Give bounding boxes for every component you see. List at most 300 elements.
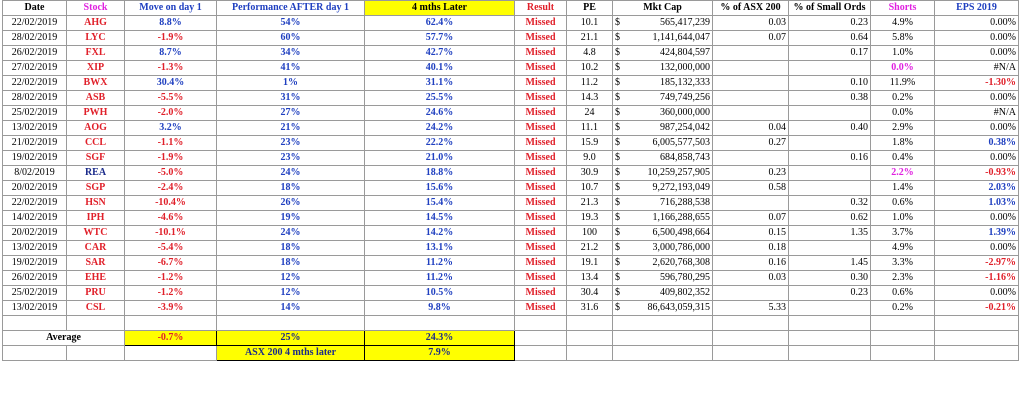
cell-shorts: 0.6% <box>871 196 935 211</box>
cell-eps: 0.38% <box>935 136 1019 151</box>
cell-result: Missed <box>515 61 567 76</box>
cell-perf: 23% <box>217 136 365 151</box>
cell-result: Missed <box>515 196 567 211</box>
cell-eps: 0.00% <box>935 121 1019 136</box>
cell-pe: 21.3 <box>567 196 613 211</box>
cell-pe: 10.1 <box>567 16 613 31</box>
cell-later: 22.2% <box>365 136 515 151</box>
table-row <box>3 16 1019 31</box>
cell-move: -2.0% <box>125 106 217 121</box>
cell-shorts: 1.0% <box>871 211 935 226</box>
cell-ords: 1.45 <box>789 256 871 271</box>
cell-stock: PRU <box>67 286 125 301</box>
cell-mcap <box>613 121 713 136</box>
cell-eps: 2.03% <box>935 181 1019 196</box>
cell-eps: -2.97% <box>935 256 1019 271</box>
cell-stock: CSL <box>67 301 125 316</box>
cell-ords: 0.10 <box>789 76 871 91</box>
cell-pe: 30.9 <box>567 166 613 181</box>
cell-eps: 0.00% <box>935 241 1019 256</box>
cell-shorts: 2.2% <box>871 166 935 181</box>
table-row <box>3 91 1019 106</box>
cell-perf: 27% <box>217 106 365 121</box>
cell-later: 13.1% <box>365 241 515 256</box>
cell-stock: CCL <box>67 136 125 151</box>
cell-date: 27/02/2019 <box>3 61 67 76</box>
cell-ords: 0.23 <box>789 16 871 31</box>
cell-move: -1.9% <box>125 151 217 166</box>
table-row <box>3 121 1019 136</box>
cell-mcap-value: 716,288,538 <box>660 197 710 208</box>
cell-mcap-value: 987,254,042 <box>660 122 710 133</box>
cell-later: 31.1% <box>365 76 515 91</box>
cell-mcap-value: 6,005,577,503 <box>652 137 710 148</box>
cell-currency: $ <box>615 17 620 28</box>
cell-move: 8.8% <box>125 16 217 31</box>
cell-ords: 0.64 <box>789 31 871 46</box>
cell-pe: 21.1 <box>567 31 613 46</box>
cell-stock: WTC <box>67 226 125 241</box>
cell-mcap-value: 1,166,288,655 <box>652 212 710 223</box>
cell-eps: -0.21% <box>935 301 1019 316</box>
cell-pe: 11.1 <box>567 121 613 136</box>
cell-move: 8.7% <box>125 46 217 61</box>
cell-result: Missed <box>515 256 567 271</box>
cell-later: 24.6% <box>365 106 515 121</box>
cell-shorts: 4.9% <box>871 16 935 31</box>
cell-shorts: 11.9% <box>871 76 935 91</box>
cell-eps: #N/A <box>935 106 1019 121</box>
table-row <box>3 271 1019 286</box>
cell-eps: 0.00% <box>935 46 1019 61</box>
cell-asx: 0.04 <box>713 121 789 136</box>
cell-perf: 21% <box>217 121 365 136</box>
cell-currency: $ <box>615 62 620 73</box>
cell-mcap-value: 132,000,000 <box>660 62 710 73</box>
cell-eps: #N/A <box>935 61 1019 76</box>
cell-stock: IPH <box>67 211 125 226</box>
table-row <box>3 286 1019 301</box>
cell-currency: $ <box>615 47 620 58</box>
cell-result: Missed <box>515 106 567 121</box>
cell-date: 25/02/2019 <box>3 106 67 121</box>
cell-currency: $ <box>615 242 620 253</box>
cell-date: 19/02/2019 <box>3 151 67 166</box>
cell-shorts: 3.7% <box>871 226 935 241</box>
cell-pe: 4.8 <box>567 46 613 61</box>
cell-result: Missed <box>515 91 567 106</box>
cell-ords: 0.62 <box>789 211 871 226</box>
cell-stock: ASB <box>67 91 125 106</box>
cell-later: 21.0% <box>365 151 515 166</box>
average-perf: 25% <box>217 331 365 346</box>
cell-currency: $ <box>615 92 620 103</box>
cell-result: Missed <box>515 151 567 166</box>
cell-perf: 31% <box>217 91 365 106</box>
table-row <box>3 31 1019 46</box>
cell-mcap <box>613 76 713 91</box>
cell-pe: 10.2 <box>567 61 613 76</box>
cell-later: 9.8% <box>365 301 515 316</box>
cell-currency: $ <box>615 302 620 313</box>
cell-pe: 30.4 <box>567 286 613 301</box>
cell-perf: 1% <box>217 76 365 91</box>
cell-later: 18.8% <box>365 166 515 181</box>
cell-shorts: 0.0% <box>871 106 935 121</box>
cell-ords <box>789 106 871 121</box>
cell-shorts: 3.3% <box>871 256 935 271</box>
cell-date: 28/02/2019 <box>3 91 67 106</box>
cell-mcap <box>613 61 713 76</box>
average-row <box>3 331 1019 346</box>
cell-date: 26/02/2019 <box>3 271 67 286</box>
header-result: Result <box>515 1 567 16</box>
cell-shorts: 0.2% <box>871 301 935 316</box>
cell-ords: 0.40 <box>789 121 871 136</box>
cell-perf: 19% <box>217 211 365 226</box>
cell-move: -4.6% <box>125 211 217 226</box>
table-row <box>3 226 1019 241</box>
cell-asx <box>713 91 789 106</box>
header-stock: Stock <box>67 1 125 16</box>
cell-currency: $ <box>615 227 620 238</box>
cell-ords: 0.32 <box>789 196 871 211</box>
cell-date: 25/02/2019 <box>3 286 67 301</box>
cell-mcap-value: 10,259,257,905 <box>647 167 710 178</box>
cell-later: 14.2% <box>365 226 515 241</box>
cell-perf: 23% <box>217 151 365 166</box>
cell-ords: 0.16 <box>789 151 871 166</box>
header-later: 4 mths Later <box>365 1 515 16</box>
cell-date: 28/02/2019 <box>3 31 67 46</box>
cell-mcap-value: 565,417,239 <box>660 17 710 28</box>
cell-date: 19/02/2019 <box>3 256 67 271</box>
average-move: -0.7% <box>125 331 217 346</box>
cell-result: Missed <box>515 76 567 91</box>
cell-asx <box>713 196 789 211</box>
cell-result: Missed <box>515 271 567 286</box>
cell-ords: 0.23 <box>789 286 871 301</box>
cell-stock: XIP <box>67 61 125 76</box>
cell-perf: 34% <box>217 46 365 61</box>
cell-pe: 13.4 <box>567 271 613 286</box>
header-mcap: Mkt Cap <box>613 1 713 16</box>
cell-result: Missed <box>515 241 567 256</box>
cell-eps: 0.00% <box>935 16 1019 31</box>
cell-asx: 0.27 <box>713 136 789 151</box>
cell-move: -5.4% <box>125 241 217 256</box>
cell-eps: -0.93% <box>935 166 1019 181</box>
header-date: Date <box>3 1 67 16</box>
cell-eps: 0.00% <box>935 211 1019 226</box>
cell-eps: 1.03% <box>935 196 1019 211</box>
cell-date: 20/02/2019 <box>3 181 67 196</box>
cell-perf: 12% <box>217 286 365 301</box>
cell-ords: 0.17 <box>789 46 871 61</box>
cell-currency: $ <box>615 182 620 193</box>
table-row <box>3 211 1019 226</box>
cell-perf: 18% <box>217 256 365 271</box>
cell-result: Missed <box>515 31 567 46</box>
cell-asx: 0.23 <box>713 166 789 181</box>
cell-perf: 24% <box>217 166 365 181</box>
cell-perf: 18% <box>217 241 365 256</box>
cell-pe: 11.2 <box>567 76 613 91</box>
cell-shorts: 1.4% <box>871 181 935 196</box>
cell-asx <box>713 76 789 91</box>
cell-asx <box>713 61 789 76</box>
cell-move: -6.7% <box>125 256 217 271</box>
cell-move: -1.1% <box>125 136 217 151</box>
cell-mcap <box>613 91 713 106</box>
cell-shorts: 4.9% <box>871 241 935 256</box>
header-row <box>3 1 1019 16</box>
cell-pe: 31.6 <box>567 301 613 316</box>
table-row <box>3 196 1019 211</box>
cell-mcap <box>613 181 713 196</box>
cell-mcap-value: 185,132,333 <box>660 77 710 88</box>
table-row <box>3 181 1019 196</box>
cell-stock: LYC <box>67 31 125 46</box>
cell-ords: 0.38 <box>789 91 871 106</box>
cell-result: Missed <box>515 286 567 301</box>
cell-asx: 0.58 <box>713 181 789 196</box>
cell-ords <box>789 301 871 316</box>
cell-asx: 0.07 <box>713 31 789 46</box>
cell-stock: AHG <box>67 16 125 31</box>
cell-asx: 0.03 <box>713 271 789 286</box>
cell-mcap <box>613 271 713 286</box>
cell-eps: 0.00% <box>935 31 1019 46</box>
cell-date: 22/02/2019 <box>3 76 67 91</box>
cell-ords <box>789 166 871 181</box>
cell-stock: CAR <box>67 241 125 256</box>
cell-mcap <box>613 301 713 316</box>
cell-eps: 0.00% <box>935 151 1019 166</box>
cell-date: 22/02/2019 <box>3 16 67 31</box>
cell-asx <box>713 286 789 301</box>
cell-result: Missed <box>515 181 567 196</box>
table-row <box>3 151 1019 166</box>
cell-pe: 24 <box>567 106 613 121</box>
header-pe: PE <box>567 1 613 16</box>
cell-stock: PWH <box>67 106 125 121</box>
cell-perf: 54% <box>217 16 365 31</box>
cell-asx: 0.03 <box>713 16 789 31</box>
cell-move: -1.3% <box>125 61 217 76</box>
header-asx: % of ASX 200 <box>713 1 789 16</box>
cell-perf: 14% <box>217 301 365 316</box>
cell-shorts: 1.0% <box>871 46 935 61</box>
cell-mcap-value: 424,804,597 <box>660 47 710 58</box>
cell-asx <box>713 106 789 121</box>
cell-result: Missed <box>515 16 567 31</box>
cell-ords <box>789 136 871 151</box>
cell-later: 40.1% <box>365 61 515 76</box>
cell-move: -10.4% <box>125 196 217 211</box>
cell-shorts: 0.0% <box>871 61 935 76</box>
cell-later: 11.2% <box>365 271 515 286</box>
cell-currency: $ <box>615 77 620 88</box>
cell-move: -5.5% <box>125 91 217 106</box>
cell-ords: 0.30 <box>789 271 871 286</box>
cell-perf: 12% <box>217 271 365 286</box>
cell-mcap-value: 409,802,352 <box>660 287 710 298</box>
cell-currency: $ <box>615 272 620 283</box>
cell-pe: 15.9 <box>567 136 613 151</box>
cell-ords <box>789 61 871 76</box>
cell-currency: $ <box>615 197 620 208</box>
table-row <box>3 166 1019 181</box>
cell-move: -2.4% <box>125 181 217 196</box>
cell-move: -1.2% <box>125 271 217 286</box>
cell-move: -3.9% <box>125 301 217 316</box>
cell-eps: 1.39% <box>935 226 1019 241</box>
cell-mcap <box>613 16 713 31</box>
cell-eps: -1.30% <box>935 76 1019 91</box>
table-row <box>3 106 1019 121</box>
cell-asx: 0.15 <box>713 226 789 241</box>
cell-stock: EHE <box>67 271 125 286</box>
cell-pe: 100 <box>567 226 613 241</box>
cell-stock: BWX <box>67 76 125 91</box>
cell-result: Missed <box>515 166 567 181</box>
cell-pe: 21.2 <box>567 241 613 256</box>
cell-asx: 0.07 <box>713 211 789 226</box>
cell-perf: 60% <box>217 31 365 46</box>
cell-currency: $ <box>615 212 620 223</box>
cell-mcap <box>613 196 713 211</box>
cell-later: 10.5% <box>365 286 515 301</box>
cell-perf: 24% <box>217 226 365 241</box>
cell-pe: 14.3 <box>567 91 613 106</box>
cell-date: 13/02/2019 <box>3 241 67 256</box>
cell-shorts: 0.6% <box>871 286 935 301</box>
cell-eps: 0.00% <box>935 286 1019 301</box>
cell-shorts: 0.2% <box>871 91 935 106</box>
cell-perf: 41% <box>217 61 365 76</box>
cell-currency: $ <box>615 107 620 118</box>
cell-move: -1.9% <box>125 31 217 46</box>
header-ords: % of Small Ords <box>789 1 871 16</box>
cell-stock: AOG <box>67 121 125 136</box>
average-label: Average <box>3 331 125 346</box>
cell-pe: 19.3 <box>567 211 613 226</box>
cell-stock: SAR <box>67 256 125 271</box>
blank-row <box>3 316 1019 331</box>
cell-result: Missed <box>515 136 567 151</box>
asx-row <box>3 346 1019 361</box>
cell-currency: $ <box>615 122 620 133</box>
cell-stock: SGF <box>67 151 125 166</box>
cell-move: 3.2% <box>125 121 217 136</box>
cell-later: 42.7% <box>365 46 515 61</box>
cell-move: -1.2% <box>125 286 217 301</box>
cell-eps: 0.00% <box>935 91 1019 106</box>
cell-mcap <box>613 166 713 181</box>
cell-result: Missed <box>515 121 567 136</box>
cell-shorts: 5.8% <box>871 31 935 46</box>
cell-date: 20/02/2019 <box>3 226 67 241</box>
cell-move: -10.1% <box>125 226 217 241</box>
cell-currency: $ <box>615 137 620 148</box>
header-shorts: Shorts <box>871 1 935 16</box>
cell-mcap-value: 6,500,498,664 <box>652 227 710 238</box>
cell-mcap <box>613 136 713 151</box>
cell-date: 14/02/2019 <box>3 211 67 226</box>
cell-result: Missed <box>515 211 567 226</box>
cell-mcap <box>613 31 713 46</box>
cell-later: 24.2% <box>365 121 515 136</box>
header-perf: Performance AFTER day 1 <box>217 1 365 16</box>
cell-date: 8/02/2019 <box>3 166 67 181</box>
cell-later: 62.4% <box>365 16 515 31</box>
cell-currency: $ <box>615 167 620 178</box>
cell-pe: 19.1 <box>567 256 613 271</box>
cell-asx <box>713 151 789 166</box>
table-row <box>3 241 1019 256</box>
cell-move: -5.0% <box>125 166 217 181</box>
cell-later: 14.5% <box>365 211 515 226</box>
cell-stock: SGP <box>67 181 125 196</box>
cell-result: Missed <box>515 46 567 61</box>
cell-date: 22/02/2019 <box>3 196 67 211</box>
cell-mcap <box>613 211 713 226</box>
average-later: 24.3% <box>365 331 515 346</box>
cell-currency: $ <box>615 257 620 268</box>
cell-later: 15.4% <box>365 196 515 211</box>
cell-mcap <box>613 106 713 121</box>
cell-eps: -1.16% <box>935 271 1019 286</box>
table-row <box>3 76 1019 91</box>
cell-stock: HSN <box>67 196 125 211</box>
cell-mcap-value: 596,780,295 <box>660 272 710 283</box>
cell-mcap-value: 684,858,743 <box>660 152 710 163</box>
cell-later: 15.6% <box>365 181 515 196</box>
table-row <box>3 256 1019 271</box>
cell-mcap <box>613 151 713 166</box>
cell-date: 26/02/2019 <box>3 46 67 61</box>
cell-pe: 10.7 <box>567 181 613 196</box>
asx-value: 7.9% <box>365 346 515 361</box>
cell-shorts: 0.4% <box>871 151 935 166</box>
cell-currency: $ <box>615 152 620 163</box>
table-row <box>3 61 1019 76</box>
stock-table <box>2 0 1019 361</box>
cell-move: 30.4% <box>125 76 217 91</box>
cell-mcap <box>613 286 713 301</box>
cell-date: 13/02/2019 <box>3 301 67 316</box>
cell-later: 57.7% <box>365 31 515 46</box>
asx-label: ASX 200 4 mths later <box>217 346 365 361</box>
cell-stock: REA <box>67 166 125 181</box>
cell-pe: 9.0 <box>567 151 613 166</box>
header-eps: EPS 2019 <box>935 1 1019 16</box>
cell-mcap-value: 86,643,059,315 <box>647 302 710 313</box>
cell-currency: $ <box>615 32 620 43</box>
cell-asx: 5.33 <box>713 301 789 316</box>
table-row <box>3 136 1019 151</box>
cell-perf: 18% <box>217 181 365 196</box>
cell-ords: 1.35 <box>789 226 871 241</box>
cell-ords <box>789 181 871 196</box>
cell-mcap-value: 749,749,256 <box>660 92 710 103</box>
cell-mcap <box>613 46 713 61</box>
cell-shorts: 1.8% <box>871 136 935 151</box>
table-row <box>3 46 1019 61</box>
cell-asx: 0.18 <box>713 241 789 256</box>
cell-date: 13/02/2019 <box>3 121 67 136</box>
